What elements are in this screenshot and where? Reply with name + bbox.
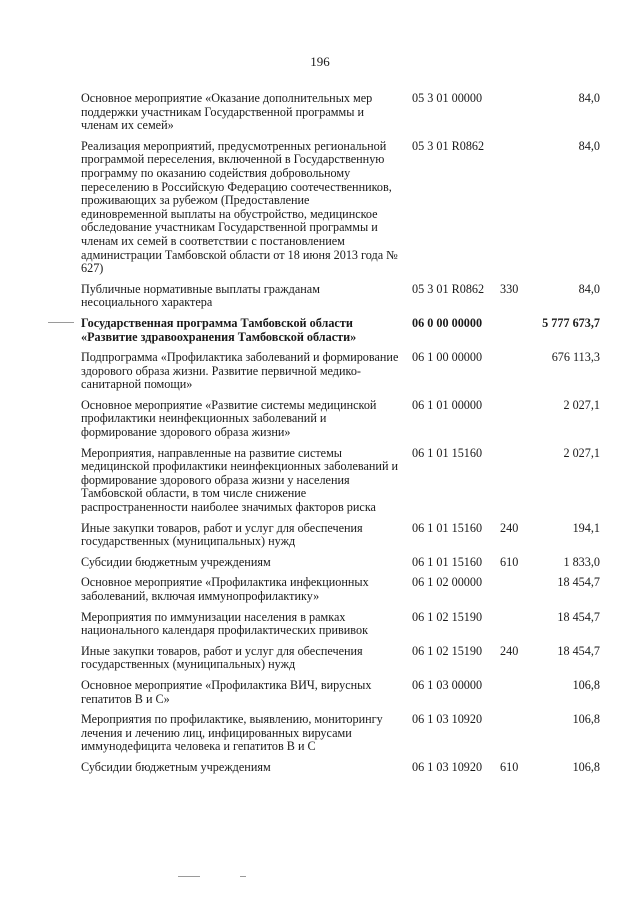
row-name: Основное мероприятие «Профилактика инфекционных заболеваний, включая иммунопрофилактику»: [81, 575, 369, 603]
row-expense-type: 610: [500, 759, 519, 774]
table-row: [0, 761, 640, 775]
table-row: [0, 556, 640, 570]
row-amount: 106,8: [572, 759, 600, 774]
page-number: 196: [310, 54, 330, 69]
row-code: 06 1 03 10920: [412, 712, 483, 727]
table-row: [0, 92, 640, 133]
row-code: 05 3 01 00000: [412, 91, 483, 105]
table-row: [0, 447, 640, 515]
table-row: [0, 522, 640, 549]
row-name: Основное мероприятие «Оказание дополнительных мер поддержки участникам Государственной программы и членам их семей»: [81, 91, 373, 133]
row-code: 06 1 02 15190: [412, 643, 483, 658]
row-name: Реализация мероприятий, предусмотренных региональной программой переселения, включенной в Государственную программу по оказанию содействия добровольному переселению в Российскую Федерацию соотечественников, проживающих за рубежом (Предоставление единовременной выплаты на обустройство, медицинское обследование участникам Государственной программы и членам их семей в соответствии с постановлением администрации Тамбовской области от 18 июня 2013 года № 627): [81, 138, 398, 276]
row-code: 06 1 00 00000: [412, 350, 483, 365]
table-row: [0, 351, 640, 392]
row-name: Мероприятия по профилактике, выявлению, мониторингу лечения и лечению лиц, инфицированных вирусами иммунодефицита человека и гепатитов В и С: [81, 712, 383, 754]
row-name: Субсидии бюджетным учреждениям: [81, 759, 271, 774]
table-row: [0, 140, 640, 276]
row-name: Субсидии бюджетным учреждениям: [81, 554, 271, 569]
table-row: [0, 576, 640, 603]
row-amount: 84,0: [578, 91, 600, 105]
budget-table: [0, 92, 640, 782]
row-name: Иные закупки товаров, работ и услуг для обеспечения государственных (муниципальных) нужд: [81, 520, 363, 549]
row-code: 06 1 03 00000: [412, 677, 483, 692]
row-code: 06 1 01 00000: [412, 397, 483, 412]
row-code: 05 3 01 R0862: [412, 138, 485, 153]
row-amount: 1 833,0: [563, 554, 600, 569]
row-name: Государственная программа Тамбовской области «Развитие здравоохранения Тамбовской области»: [81, 315, 357, 344]
row-name: Основное мероприятие «Развитие системы медицинской профилактики неинфекционных заболеваний и формирование здорового образа жизни»: [81, 397, 377, 440]
row-amount: 84,0: [578, 281, 600, 296]
row-name: Мероприятия, направленные на развитие системы медицинской профилактики неинфекционных заболеваний и формирование здорового образа жизни у населения Тамбовской области, в том числе снижение распространенности наиболее значимых факторов риска: [81, 445, 399, 515]
scan-mark: [48, 322, 74, 323]
row-code: 06 1 02 00000: [412, 575, 483, 590]
row-amount: 18 454,7: [557, 609, 600, 624]
row-name: Публичные нормативные выплаты гражданам несоциального характера: [81, 281, 320, 310]
row-expense-type: 330: [500, 281, 519, 296]
row-code: 05 3 01 R0862: [412, 281, 485, 296]
row-expense-type: 240: [500, 520, 519, 535]
row-amount: 18 454,7: [557, 575, 600, 590]
table-row: [0, 283, 640, 310]
table-row: [0, 645, 640, 672]
row-amount: 84,0: [578, 138, 600, 153]
row-code: 06 1 01 15160: [412, 520, 483, 535]
table-row-program: [0, 317, 640, 344]
row-code: 06 1 01 15160: [412, 445, 483, 460]
scan-mark: [178, 876, 200, 877]
table-row: [0, 679, 640, 706]
row-expense-type: 240: [500, 643, 519, 658]
row-code: 06 1 02 15190: [412, 609, 483, 624]
row-name: Основное мероприятие «Профилактика ВИЧ, вирусных гепатитов В и С»: [81, 677, 372, 706]
row-name: Иные закупки товаров, работ и услуг для обеспечения государственных (муниципальных) нужд: [81, 643, 363, 672]
row-code: 06 1 01 15160: [412, 554, 483, 569]
row-expense-type: 610: [500, 554, 519, 569]
row-amount: 676 113,3: [551, 350, 600, 365]
row-amount: 2 027,1: [563, 445, 600, 460]
row-amount: 194,1: [572, 520, 600, 535]
row-amount: 2 027,1: [563, 397, 600, 412]
scan-mark: [240, 876, 246, 877]
row-name: Мероприятия по иммунизации населения в рамках национального календаря профилактических прививок: [81, 609, 368, 638]
row-amount: 106,8: [572, 677, 600, 692]
table-row: [0, 399, 640, 440]
row-code: 06 0 00 00000: [412, 315, 483, 330]
row-amount: 5 777 673,7: [542, 315, 600, 330]
table-row: [0, 611, 640, 638]
row-amount: 106,8: [572, 712, 600, 727]
row-code: 06 1 03 10920: [412, 759, 483, 774]
table-row: [0, 713, 640, 754]
row-amount: 18 454,7: [557, 643, 600, 658]
row-name: Подпрограмма «Профилактика заболеваний и формирование здорового образа жизни. Развитие первичной медико-санитарной помощи»: [81, 350, 399, 392]
